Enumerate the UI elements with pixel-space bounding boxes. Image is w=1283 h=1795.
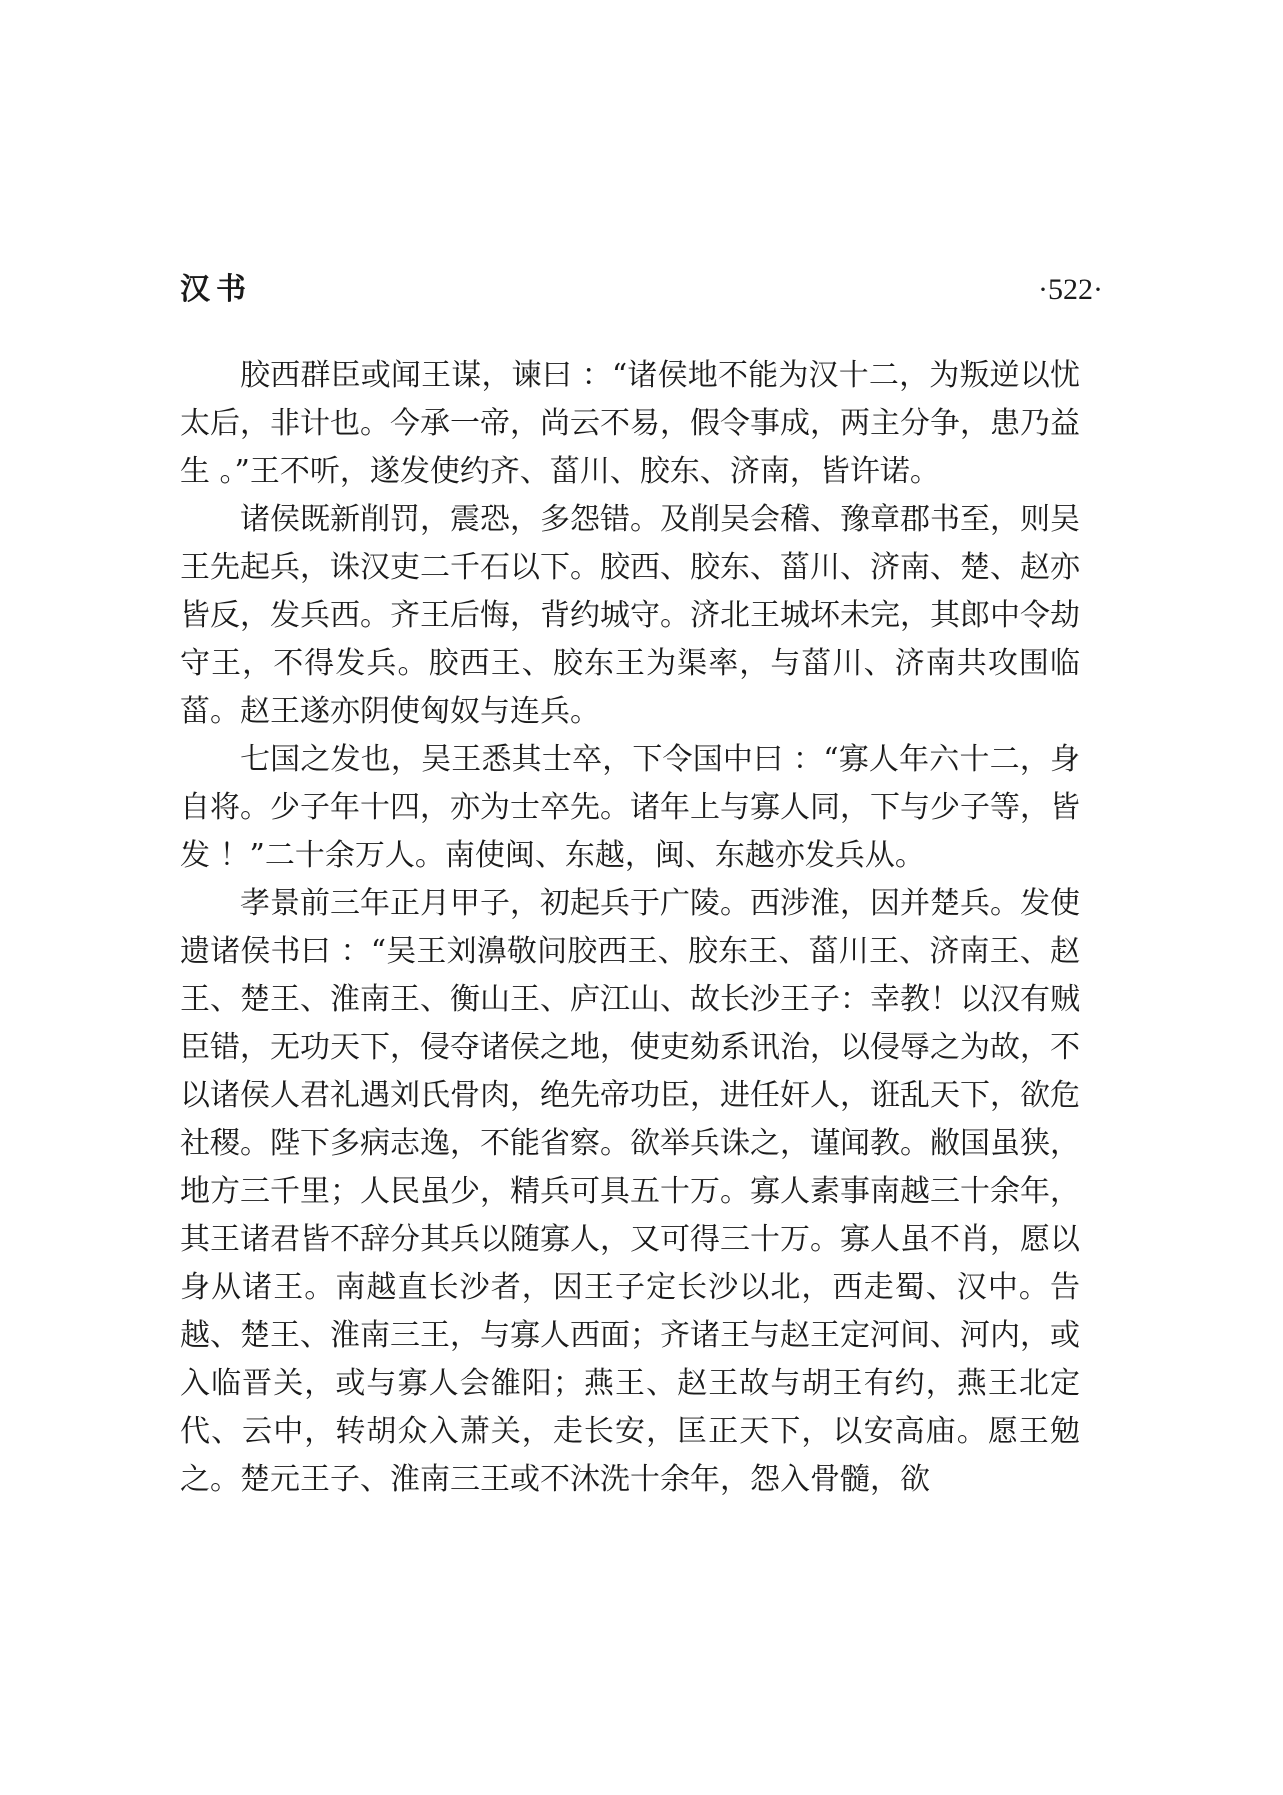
paragraph: 诸侯既新削罚，震恐，多怨错。及削吴会稽、豫章郡书至，则吴王先起兵，诛汉吏二千石以下。胶西、胶东、菑川、济南、楚、赵亦皆反，发兵西。齐王后悔，背约城守。济北王城坏未完，其郎中令劫守王，不得发兵。胶西王、胶东王为渠率，与菑川、济南共攻围临菑。赵王遂亦阴使匈奴与连兵。 (180, 502, 1080, 729)
page-number: ·522· (1038, 273, 1103, 306)
paragraph: 孝景前三年正月甲子，初起兵于广陵。西涉淮，因并楚兵。发使遗诸侯书曰 ：“吴王刘濞敬问胶西王、胶东王、菑川王、济南王、赵王、楚王、淮南王、衡山王、庐江山、故长沙王子：幸教！以汉有贼臣错，无功天下，侵夺诸侯之地，使吏劾系讯治，以侵辱之为故，不以诸侯人君礼遇刘氏骨肉，绝先帝功臣，进任奸人，诳乱天下，欲危社稷。陛下多病志逸，不能省察。欲举兵诛之，谨闻教。敝国虽狭，地方三千里；人民虽少，精兵可具五十万。寡人素事南越三十余年，其王诸君皆不辞分其兵以随寡人，又可得三十万。寡人虽不肖，愿以身从诸王。南越直长沙者，因王子定长沙以北，西走蜀、汉中。告越、楚王、淮南三王，与寡人西面；齐诸王与赵王定河间、河内，或入临晋关，或与寡人会雒阳；燕王、赵王故与胡王有约，燕王北定代、云中，转胡众入萧关，走长安，匡正天下，以安高庙。愿王勉之。楚元王子、淮南三王或不沐洗十余年，怨入骨髓，欲 (180, 886, 1080, 1497)
book-title: 汉书 (180, 272, 252, 307)
paragraph: 胶西群臣或闻王谋，谏曰 ：“诸侯地不能为汉十二，为叛逆以忧太后，非计也。今承一帝，尚云不易，假令事成，两主分争，患乃益生 。”王不听，遂发使约齐、菑川、胶东、济南，皆许诺。 (180, 358, 1080, 489)
body-text (180, 352, 1080, 1504)
paragraph: 七国之发也，吴王悉其士卒，下令国中曰 ：“寡人年六十二，身自将。少子年十四，亦为士卒先。诸年上与寡人同，下与少子等，皆发 ！”二十余万人。南使闽、东越，闽、东越亦发兵从。 (180, 742, 1080, 873)
page-header (180, 270, 1103, 320)
